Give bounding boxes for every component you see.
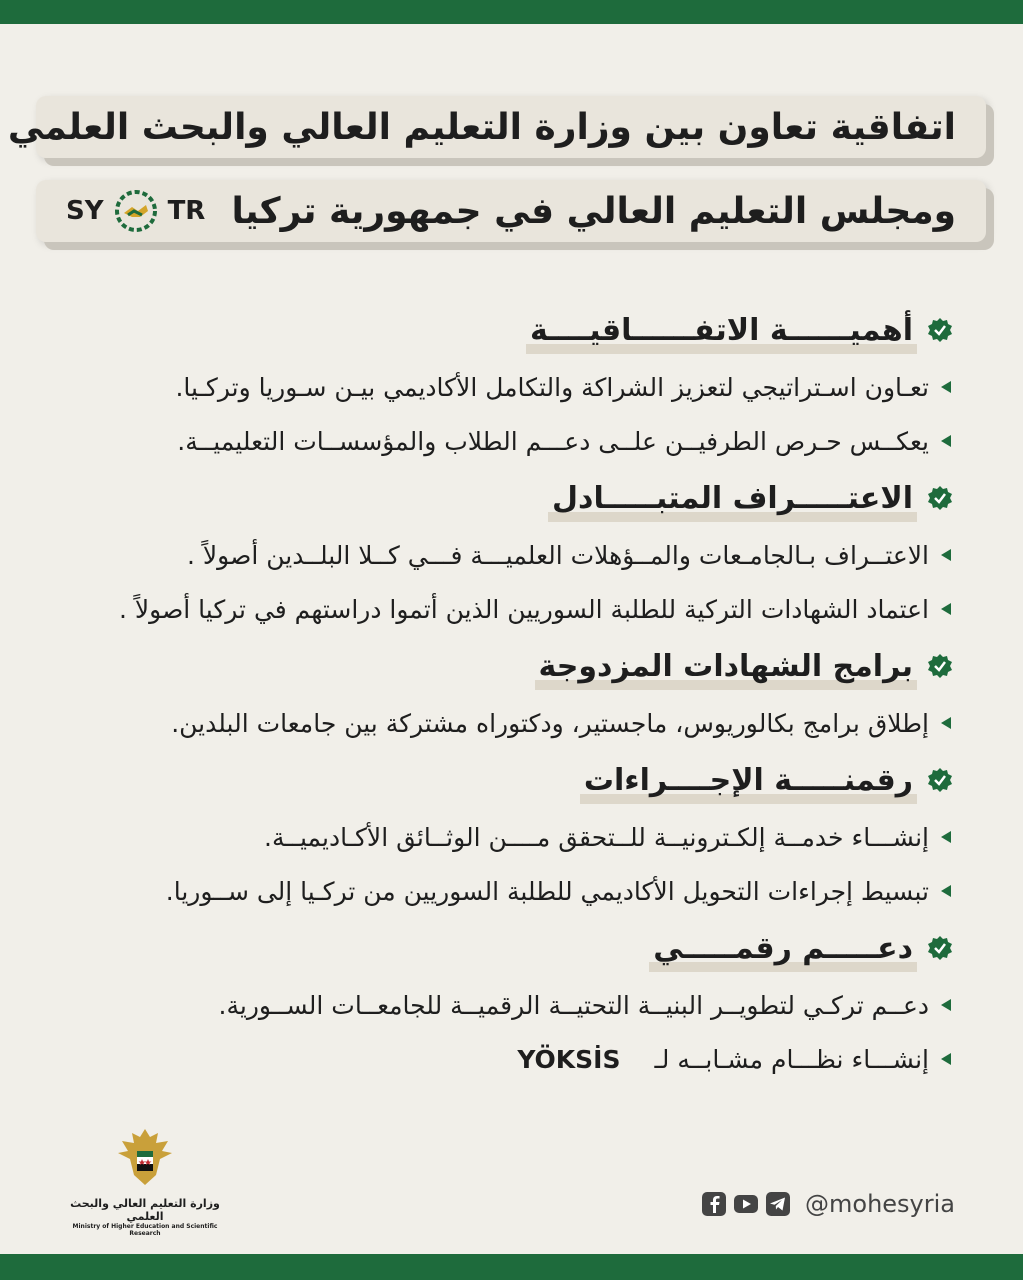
check-badge-icon bbox=[927, 767, 953, 793]
section-title: دعـــــم رقمـــــي bbox=[649, 931, 917, 966]
list-item bbox=[83, 696, 953, 750]
list-item bbox=[83, 414, 953, 468]
check-badge-icon bbox=[927, 485, 953, 511]
section-header bbox=[83, 636, 953, 696]
social-links bbox=[701, 1190, 955, 1218]
bullet-arrow-icon bbox=[939, 548, 953, 562]
list-item bbox=[83, 978, 953, 1032]
flag-tr-label: TR bbox=[167, 196, 206, 226]
bullet-text: تبسيط إجراءات التحويل الأكاديمي للطلبة السوريين من تركـيا إلى ســوريا. bbox=[165, 876, 929, 906]
ministry-name-en: Ministry of Higher Education and Scientific Research bbox=[72, 1223, 218, 1237]
section-dual-degrees bbox=[83, 636, 953, 750]
check-badge-icon bbox=[927, 317, 953, 343]
list-item bbox=[83, 528, 953, 582]
section-title: أهميــــــة الاتفــــــاقيــــة bbox=[526, 313, 917, 348]
bullet-arrow-icon bbox=[939, 602, 953, 616]
flag-sy-label: SY bbox=[66, 196, 104, 226]
list-item bbox=[83, 864, 953, 918]
section-mutual-recognition bbox=[83, 468, 953, 636]
bullet-text: إنشـــاء خدمــة إلكـترونيــة للــتحقق مــــن الوثــائق الأكـاديميــة. bbox=[264, 822, 929, 852]
youtube-icon[interactable] bbox=[733, 1191, 759, 1217]
country-flags bbox=[66, 189, 205, 233]
title-box-2 bbox=[36, 180, 986, 242]
bullet-text: الاعتــراف بـالجامـعات والمــؤهلات العلميـــة فـــي كــلا البلــدين أصولاً . bbox=[187, 540, 929, 570]
bullet-arrow-icon bbox=[939, 884, 953, 898]
title-line-1: اتفاقية تعاون بين وزارة التعليم العالي والبحث العلمي bbox=[7, 106, 956, 148]
handshake-icon bbox=[114, 189, 158, 233]
bullet-text: دعــم تركـي لتطويــر البنيــة التحتيــة الرقميــة للجامعــات الســورية. bbox=[218, 990, 929, 1020]
section-digital-support bbox=[83, 918, 953, 1086]
bullet-text: إطلاق برامج بكالوريوس، ماجستير، ودكتوراه مشتركة بين جامعات البلدين. bbox=[171, 708, 929, 738]
bottom-green-band bbox=[0, 1254, 1023, 1280]
section-title: رقمنـــــة الإجــــراءات bbox=[580, 763, 917, 798]
section-importance bbox=[83, 300, 953, 468]
agreement-content bbox=[83, 300, 953, 1086]
section-header bbox=[83, 918, 953, 978]
bullet-arrow-icon bbox=[939, 830, 953, 844]
bullet-arrow-icon bbox=[939, 434, 953, 448]
list-item bbox=[83, 1032, 953, 1086]
top-green-band bbox=[0, 0, 1023, 24]
list-item bbox=[83, 810, 953, 864]
facebook-icon[interactable] bbox=[701, 1191, 727, 1217]
ministry-name-ar: وزارة التعليم العالي والبحث العلمي bbox=[70, 1197, 220, 1223]
list-item bbox=[83, 360, 953, 414]
bullet-arrow-icon bbox=[939, 998, 953, 1012]
yoksis-label: YÖKSİS bbox=[517, 1044, 621, 1074]
section-title: الاعتـــــراف المتبـــــادل bbox=[548, 481, 917, 516]
bullet-arrow-icon bbox=[939, 1052, 953, 1066]
bullet-arrow-icon bbox=[939, 716, 953, 730]
title-box-1 bbox=[7, 96, 986, 158]
section-header bbox=[83, 300, 953, 360]
bullet-text: اعتماد الشهادات التركية للطلبة السوريين الذين أتموا دراستهم في تركيا أصولاً . bbox=[119, 594, 929, 624]
list-item bbox=[83, 582, 953, 636]
bullet-text: يعكــس حـرص الطرفيــن علــى دعـــم الطلاب والمؤسســات التعليميــة. bbox=[177, 426, 929, 456]
bullet-text: تعـاون اسـتراتيجي لتعزيز الشراكة والتكامل الأكاديمي بيـن سـوريا وتركـيا. bbox=[175, 372, 929, 402]
check-badge-icon bbox=[927, 935, 953, 961]
telegram-icon[interactable] bbox=[765, 1191, 791, 1217]
bullet-arrow-icon bbox=[939, 380, 953, 394]
social-handle[interactable]: @mohesyria bbox=[805, 1190, 955, 1218]
section-header bbox=[83, 750, 953, 810]
section-digitization bbox=[83, 750, 953, 918]
ministry-logo bbox=[60, 1125, 230, 1237]
title-line-2: ومجلس التعليم العالي في جمهورية تركيا bbox=[231, 190, 956, 232]
section-title: برامج الشهادات المزدوجة bbox=[535, 649, 917, 684]
eagle-emblem-icon bbox=[114, 1125, 176, 1191]
section-header bbox=[83, 468, 953, 528]
check-badge-icon bbox=[927, 653, 953, 679]
bullet-text: إنشـــاء نظـــام مشـابــه لـ bbox=[654, 1044, 929, 1074]
